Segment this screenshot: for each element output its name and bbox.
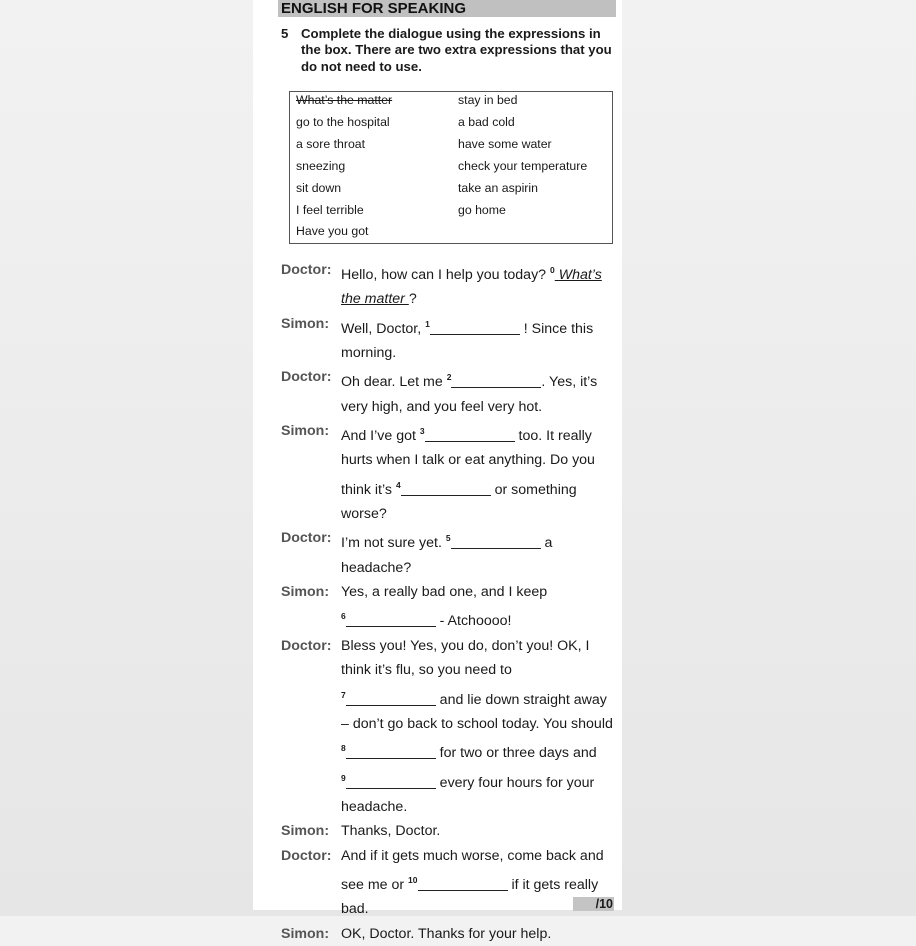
dialogue-text: a — [540, 535, 553, 552]
dialogue-line — [341, 795, 621, 819]
dialogue-text: – don’t go back to school today. You should — [341, 715, 613, 732]
dialogue-turn — [281, 258, 621, 312]
dialogue-text: Oh dear. Let me — [341, 374, 447, 391]
dialogue-line — [341, 526, 621, 555]
dialogue-turn — [281, 922, 621, 946]
dialogue-text: or something — [490, 481, 577, 498]
speaker-label: Simon: — [281, 315, 330, 332]
answer-blank[interactable] — [346, 612, 436, 627]
expression-item: go home — [458, 202, 506, 217]
dialogue-line — [341, 287, 621, 311]
gap-number: 9 — [341, 772, 346, 783]
dialogue-line — [341, 634, 621, 658]
speaker-label: Doctor: — [281, 530, 332, 547]
dialogue-turn — [281, 365, 621, 419]
example-answer: What’s — [554, 267, 602, 283]
dialogue-text: every four hours for your — [435, 774, 595, 791]
example-answer: the matter — [341, 291, 409, 308]
answer-blank[interactable] — [418, 876, 508, 891]
dialogue — [281, 258, 621, 946]
dialogue-text: think it’s — [341, 481, 396, 498]
dialogue-text: ? — [408, 291, 417, 308]
dialogue-text: Well, Doctor, — [341, 320, 426, 337]
expression-item: a sore throat — [296, 136, 366, 151]
answer-blank[interactable] — [346, 774, 436, 789]
dialogue-text: - Atchoooo! — [435, 613, 512, 630]
dialogue-text: ! Since this — [519, 320, 594, 337]
dialogue-line — [341, 922, 621, 946]
speaker-label: Doctor: — [281, 262, 332, 278]
expression-item: sneezing — [296, 158, 346, 173]
expression-item: I feel terrible — [296, 202, 364, 217]
expressions-box — [289, 91, 613, 244]
dialogue-text: Hello, how can I help you today? — [341, 267, 551, 283]
gap-number: 0 — [550, 265, 555, 275]
dialogue-turn — [281, 819, 621, 843]
instruction-text: Complete the dialogue using the expressions in the box. There are two extra expressions that you do not need to use. — [301, 26, 612, 74]
expression-item: go to the hospital — [296, 114, 390, 129]
gap-number: 4 — [395, 479, 401, 490]
dialogue-text: Thanks, Doctor. — [341, 823, 441, 840]
dialogue-turn — [281, 580, 621, 634]
dialogue-line — [341, 736, 621, 765]
speaker-label: Doctor: — [281, 847, 332, 864]
expression-item: What’s the matter — [296, 93, 393, 107]
dialogue-line — [341, 448, 621, 472]
dialogue-turn — [281, 312, 621, 366]
speaker-label: Doctor: — [281, 637, 332, 654]
dialogue-line — [341, 868, 621, 897]
dialogue-line — [341, 658, 621, 682]
dialogue-line — [341, 819, 621, 843]
dialogue-text: And I’ve got — [341, 428, 420, 445]
dialogue-text: see me or — [341, 876, 409, 893]
section-header: ENGLISH FOR SPEAKING — [278, 0, 616, 17]
gap-number: 6 — [341, 611, 346, 622]
dialogue-line — [341, 312, 621, 341]
gap-number: 5 — [445, 533, 451, 544]
dialogue-text: hurts when I talk or eat anything. Do you — [341, 452, 595, 469]
speaker-label: Doctor: — [281, 369, 332, 386]
dialogue-turn — [281, 526, 621, 580]
dialogue-text: too. It really — [514, 428, 592, 445]
gap-number: 3 — [419, 426, 425, 437]
dialogue-line — [341, 683, 621, 712]
gap-number: 7 — [341, 689, 346, 700]
dialogue-text: . Yes, it’s — [541, 374, 598, 391]
dialogue-text: headache? — [341, 559, 412, 576]
expression-item: have some water — [458, 136, 552, 151]
gap-number: 10 — [408, 874, 418, 885]
dialogue-line — [341, 395, 621, 419]
answer-blank[interactable] — [425, 427, 515, 442]
answer-blank[interactable] — [346, 691, 436, 706]
dialogue-line — [341, 604, 621, 633]
expression-item: a bad cold — [458, 114, 515, 129]
dialogue-text: bad. — [341, 901, 369, 918]
dialogue-text: think it’s flu, so you need to — [341, 662, 512, 679]
answer-blank[interactable] — [451, 373, 541, 388]
dialogue-text: very high, and you feel very hot. — [341, 398, 543, 415]
dialogue-line — [341, 258, 621, 287]
speaker-label: Simon: — [281, 584, 330, 601]
answer-blank[interactable] — [430, 320, 520, 335]
dialogue-line — [341, 556, 621, 580]
dialogue-text: And if it gets much worse, come back and — [341, 847, 604, 864]
dialogue-text: Yes, a really bad one, and I keep — [341, 584, 548, 601]
dialogue-line — [341, 502, 621, 526]
expression-item: sit down — [296, 180, 342, 195]
dialogue-line — [341, 580, 621, 604]
dialogue-text: I’m not sure yet. — [341, 535, 446, 552]
expression-item: stay in bed — [458, 93, 518, 107]
dialogue-line — [341, 766, 621, 795]
exercise-instruction — [281, 26, 616, 75]
answer-blank[interactable] — [401, 481, 491, 496]
dialogue-text: worse? — [341, 506, 387, 523]
answer-blank[interactable] — [451, 534, 541, 549]
expression-item: take an aspirin — [458, 180, 538, 195]
gap-number: 8 — [341, 743, 346, 754]
expression-item: Have you got — [296, 224, 369, 239]
answer-blank[interactable] — [346, 744, 436, 759]
dialogue-text: for two or three days and — [435, 745, 597, 762]
dialogue-text: OK, Doctor. Thanks for your help. — [341, 925, 552, 942]
dialogue-line — [341, 473, 621, 502]
dialogue-turn — [281, 634, 621, 819]
gap-number: 1 — [425, 318, 430, 329]
dialogue-turn — [281, 844, 621, 922]
gap-number: 2 — [446, 372, 452, 383]
speaker-label: Simon: — [281, 823, 330, 840]
dialogue-line — [341, 365, 621, 394]
dialogue-text: and lie down straight away — [435, 691, 607, 708]
score-box: /10 — [573, 897, 614, 911]
dialogue-line — [341, 341, 621, 365]
dialogue-text: Bless you! Yes, you do, don’t you! OK, I — [341, 637, 590, 654]
dialogue-text: headache. — [341, 798, 408, 815]
dialogue-line — [341, 712, 621, 736]
exercise-number: 5 — [281, 26, 289, 41]
expression-item: check your temperature — [458, 158, 588, 173]
dialogue-text: if it gets really — [507, 876, 599, 893]
speaker-label: Simon: — [281, 925, 330, 942]
dialogue-line — [341, 419, 621, 448]
dialogue-line — [341, 844, 621, 868]
dialogue-turn — [281, 419, 621, 526]
speaker-label: Simon: — [281, 423, 330, 440]
dialogue-text: morning. — [341, 345, 397, 362]
